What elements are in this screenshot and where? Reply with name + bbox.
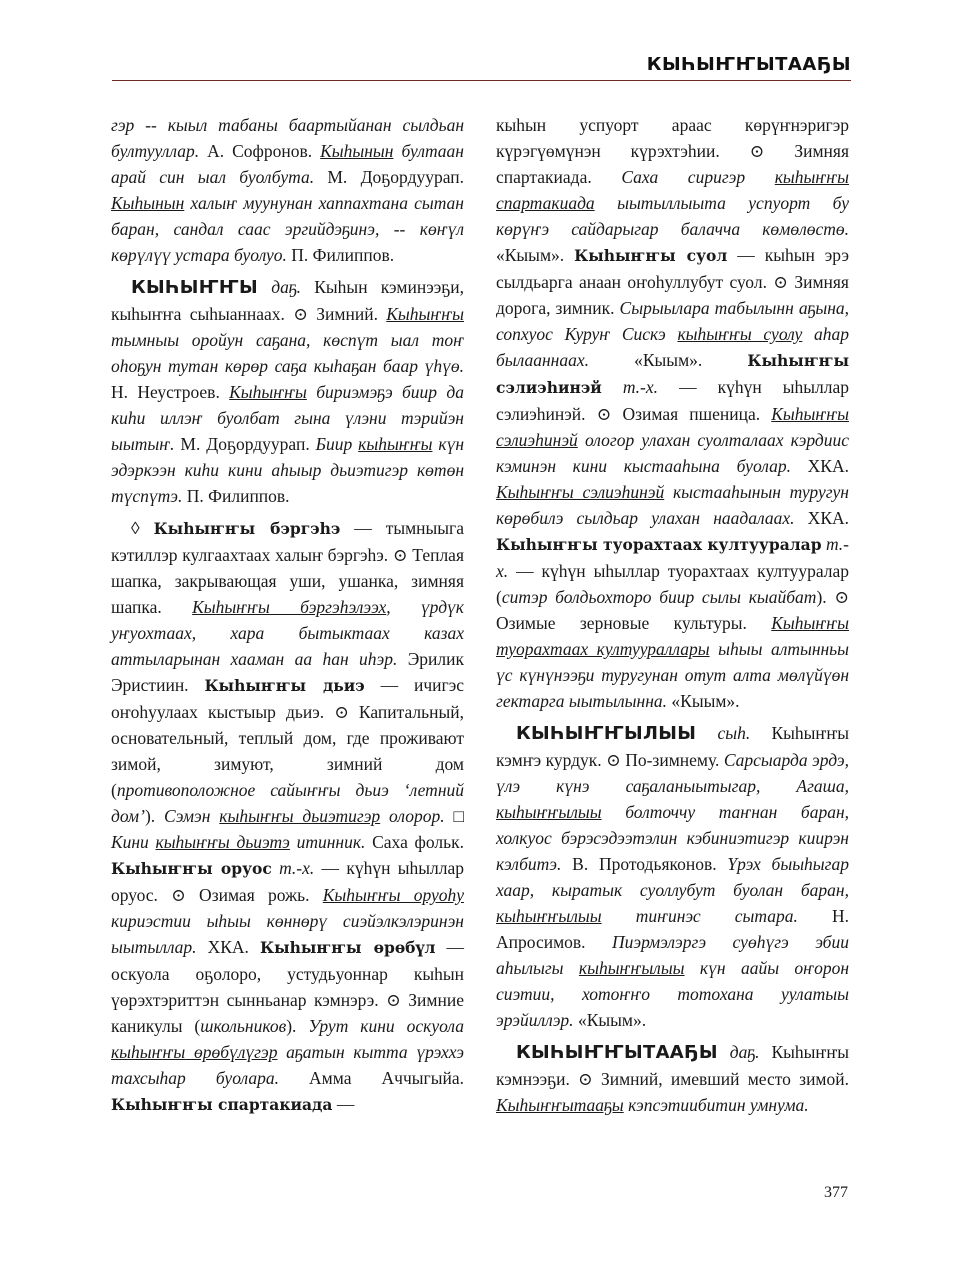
header-headword: КЫҺЫҤҤЫТААҔЫ <box>646 54 851 75</box>
text-run: кыһыҥҥы өрөбүлүгэр <box>111 1042 278 1062</box>
text-run: ). ⊙ Озимые зерновые культуры. <box>496 587 850 633</box>
sub-entry-term: Кыһыҥҥы суол <box>574 246 728 265</box>
text-run: күн аайы оҥорон сиэтии, хотоҥҥо тотохана уулатыы эрэйиллэр. <box>496 958 850 1030</box>
text-run: Биир <box>315 434 359 454</box>
text-run: Кыһыҥҥы оруоһу <box>322 885 464 905</box>
text-run: противоположное сайыҥҥы дьиэ ‘летний дом’ <box>111 780 464 826</box>
sub-entry-term: Кыһыҥҥы бэргэһэ <box>153 519 341 538</box>
text-run: кыһыҥҥылыы <box>496 802 602 822</box>
text-run: Кыһынын <box>111 193 185 213</box>
text-run: — күһүн ыһыллар туорахтаах култууралар ( <box>496 561 849 607</box>
right-column <box>496 112 849 1118</box>
text-run: т.-х. <box>601 377 659 397</box>
text-run: итинник. <box>289 832 366 852</box>
text-run: тымныы оройун саҕана, көспүт ыал тоҥ оһоҕун тутан көрөр саҕа кыһаҕан баар үһүө. <box>111 330 464 376</box>
text-run: П. Филиппов. <box>182 486 290 506</box>
text-run: бултаан арай син ыал буолбута. <box>111 141 464 187</box>
text-run: күн эдэркээн киһи кини аһыыр дьиэтигэр көтөн түспүтэ. <box>111 434 464 506</box>
text-run: А. Софронов. <box>199 141 321 161</box>
text-run: сыһ. <box>696 723 751 743</box>
text-run: Саха фольк. <box>365 832 464 852</box>
text-run: Сырыылара табылынн аҕына, сопхуос Куруҥ Сискэ <box>496 298 850 344</box>
entry-headword: КЫҺЫҤҤЫЛЫЫ <box>516 723 697 744</box>
text-run: П. Филиппов. <box>286 245 395 265</box>
text-run: «Кыым». <box>667 691 740 711</box>
text-run: — күһүн ыһыллар сэлиэһинэй. ⊙ Озимая пшеница. <box>496 377 849 424</box>
text-run: Кыһыҥҥытааҕы <box>496 1095 624 1115</box>
sub-entry-term: Кыһыҥҥы сэлиэһинэй <box>496 351 849 397</box>
text-run: — <box>332 1094 355 1114</box>
text-run: кыһыҥҥы спартакиада <box>496 167 850 213</box>
text-run: кэпсэтиибитин умнума. <box>623 1095 809 1115</box>
text-run: аҕатын кытта үрэххэ тахсыһар буолара. <box>111 1042 464 1088</box>
text-run: даҕ. <box>717 1042 760 1062</box>
left-column <box>111 112 464 1118</box>
text-run: Амма Аччыгыйа. <box>278 1068 464 1088</box>
sub-entry-term: Кыһыҥҥы туорахтаах култууралар <box>496 535 822 554</box>
text-run: Кыһыҥҥы сэлиэһинэй <box>496 404 849 450</box>
text-run: ыытыллыыта успуорт бу көрүҥэ сайдарыгар балачча көмөлөстө. <box>496 193 849 239</box>
text-run: Пиэрмэлэргэ суөһүгэ эбии аһылыгы <box>496 932 849 978</box>
text-run: болточчу таҥнан баран, холкуос бэрэсэдээтэлин кэбиниэтигэр киирэн кэлбитэ. <box>496 802 849 874</box>
text-run: Сарсыарда эрдэ, үлэ күнэ саҕаланыытыгар, Агаша, <box>496 750 849 796</box>
text-run: халыҥ муунунан хаппахтана сытан баран, сандал саас эргийдэҕинэ, -- көҥүл көрүлүү устара буолуо. <box>111 193 464 265</box>
text-run: т.-х. <box>496 534 849 581</box>
text-run: Кыһыҥҥы сэлиэһинэй <box>496 482 665 502</box>
text-run: кыһыҥҥы <box>358 434 433 454</box>
text-run: кыһыҥҥы дьиэтигэр <box>219 806 381 826</box>
text-run: «Кыым». <box>573 1010 647 1030</box>
text-run: ологор улахан суолталаах кэрдиис кэминэн кини кыстааһына буолар. <box>496 430 849 476</box>
text-run: тиҥинэс сытара. <box>601 906 798 926</box>
text-run: ХКА. <box>794 508 849 528</box>
text-run: М. Доҕордуурап. <box>174 434 316 454</box>
text-run: — тымныыга кэтиллэр кулгаахтаах халыҥ бэргэһэ. ⊙ Теплая шапка, закрывающая уши, ушанка, зимняя шапка. <box>111 518 464 617</box>
text-run: Н. Апросимов. <box>496 906 849 952</box>
text-run: ). <box>144 806 165 826</box>
text-run: Кыһынын <box>320 141 394 161</box>
entry-headword: КЫҺЫҤҤЫ <box>131 277 259 298</box>
text-run: ХКА. <box>196 937 260 957</box>
text-run: «Кыым». <box>496 245 575 265</box>
text-run: Эрилик Эристиин. <box>111 649 464 695</box>
sub-entry-term: Кыһыҥҥы спартакиада <box>111 1095 333 1114</box>
text-run: гэр -- кыыл табаны баартыйанан сылдьан бултууллар. <box>111 115 464 161</box>
text-run: Н. Неустроев. <box>111 382 230 402</box>
text-run: ). <box>286 1016 309 1036</box>
entry-paragraph <box>111 515 464 1118</box>
text-run: Кыһыҥҥы бэргэһэлээх <box>192 597 387 617</box>
text-run: ыһыы алтынньы үс күнүнээҕи туругунан отут алта мөлүйүөн гектарга ыытылынна. <box>496 639 850 711</box>
entry-headword: КЫҺЫҤҤЫТААҔЫ <box>516 1042 718 1063</box>
text-run: «Кыым». <box>589 350 748 370</box>
text-run: Кини <box>111 832 156 852</box>
text-run: кыһын успуорт араас көрүҥнэригэр күрэгүөмүнэн күрэхтэһии. ⊙ Зимняя спартакиада. <box>496 115 849 187</box>
entry-paragraph <box>496 720 849 1033</box>
entry-paragraph <box>496 112 849 714</box>
text-run: даҕ. <box>258 277 302 297</box>
text-run: Урут кини оскуола <box>308 1016 464 1036</box>
text-run: — күһүн ыһыллар оруос. ⊙ Озимая рожь. <box>111 858 464 905</box>
text-run: — ичигэс оҥоһуулаах кыстыыр дьиэ. ⊙ Капитальный, основательный, теплый дом, где проживают зимой, зимуют, зимний дом ( <box>111 675 464 800</box>
text-run: М. Доҕордуурап. <box>314 167 464 187</box>
text-run: кыһыҥҥы суолу <box>677 324 803 344</box>
text-run: , үрдүк уҥуохтаах, хара бытыктаах казах аттыларынан хааман аа һан иһэр. <box>111 597 464 669</box>
sub-entry-term: Кыһыҥҥы өрөбүл <box>259 938 436 957</box>
text-run: олорор. <box>380 806 445 826</box>
text-run: Саха сиригэр <box>621 167 775 187</box>
text-run: В. Протодьяконов. <box>561 854 728 874</box>
text-run: — оскуола оҕолоро, устудьуоннар кыһын үөрэхтэриттэн сынньанар кэмнэрэ. ⊙ Зимние каникулы ( <box>111 937 464 1036</box>
text-run: аһар былааннаах. <box>496 324 850 370</box>
text-run: бириэмэҕэ биир да киһи иллэҥ буолбат гына үлэни тэрийэн ыытыҥ. <box>111 382 464 454</box>
text-run: ситэр болдьохторо биир сылы кыайбат <box>501 587 817 607</box>
text-run: □ <box>444 806 465 826</box>
text-run: кириэстии ыһыы көннөрү сиэйэлкэлэринэн ыытыллар. <box>111 911 464 957</box>
text-run: Кыһыҥҥы кэмнээҕи. ⊙ Зимний, имевший место зимой. <box>496 1042 849 1089</box>
sub-entry-term: Кыһыҥҥы оруос <box>111 859 272 878</box>
text-run: — кыһын эрэ сылдьарга анаан оҥоһуллубут суол. ⊙ Зимняя дорога, зимник. <box>496 245 849 318</box>
page-number: 377 <box>824 1184 848 1201</box>
text-run: ХКА. <box>790 456 849 476</box>
text-run: кыһыҥҥылыы <box>496 906 602 926</box>
text-run: Кыһыҥҥы <box>229 382 307 402</box>
text-run: Кыһыҥҥы кэмҥэ курдук. ⊙ По-зимнему. <box>496 723 849 770</box>
entry-paragraph <box>496 1039 849 1118</box>
text-run: кыһыҥҥы дьиэтэ <box>155 832 290 852</box>
sub-entry-term: Кыһыҥҥы дьиэ <box>204 676 365 695</box>
text-run: Сэмэн <box>164 806 220 826</box>
text-run: кыстааһынын туругун көрөбилэ сылдьар улахан наадалаах. <box>496 482 849 528</box>
text-run: т.-х. <box>271 858 315 878</box>
text-run: ◊ <box>131 518 154 538</box>
text-run: кыһыҥҥылыы <box>578 958 685 978</box>
text-run: Кыһын кэминээҕи, кыһыҥҥа сыһыаннаах. ⊙ Зимний. <box>111 277 464 324</box>
text-run: Кыһыҥҥы туорахтаах култуураллары <box>496 613 849 659</box>
entry-paragraph <box>111 274 464 509</box>
running-header <box>112 48 851 81</box>
entry-paragraph <box>111 112 464 268</box>
text-run: Кыһыҥҥы <box>386 304 464 324</box>
text-run: школьников <box>200 1016 287 1036</box>
text-run: Үрэх быыһыгар хаар, кыратык суоллубут буолан баран, <box>496 854 849 900</box>
